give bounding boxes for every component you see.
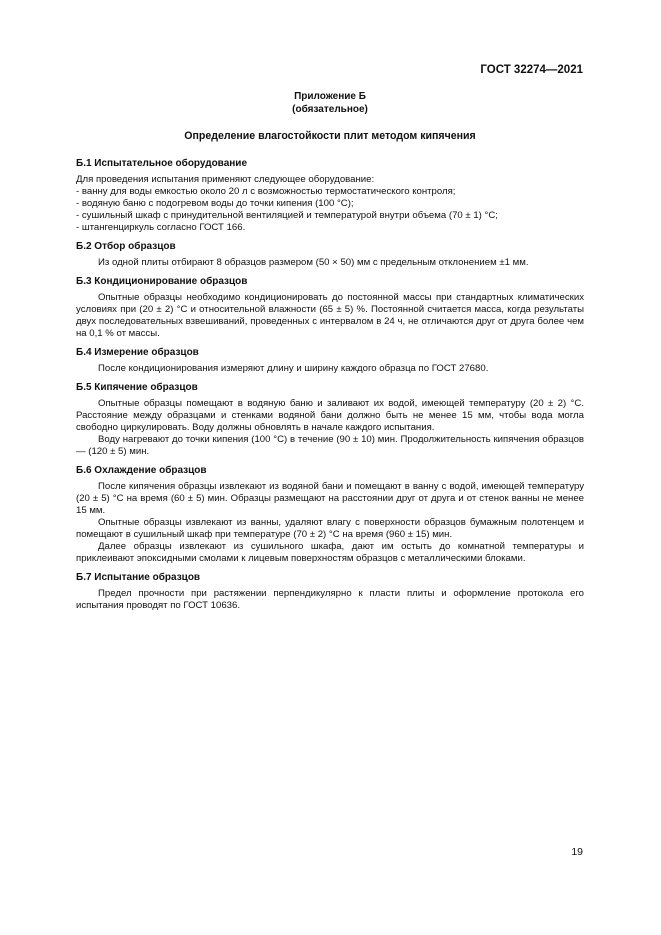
section-heading: Б.3 Кондиционирование образцов <box>76 276 248 287</box>
paragraph: Воду нагревают до точки кипения (100 °С) в течение (90 ± 10) мин. Продолжительность кипячения образцов — (120 ± 5) мин. <box>76 434 584 457</box>
paragraph: Далее образцы извлекают из сушильного шкафа, дают им остыть до комнатной температуры и приклеивают эпоксидными смолами к лицевым поверхностям образцов с металлическими блоками. <box>76 541 584 564</box>
paragraph: Опытные образцы извлекают из ванны, удаляют влагу с поверхности образцов бумажным полотенцем и помещают в сушильный шкаф при температуре (70 ± 2) °С на время (960 ± 15) мин. <box>76 517 584 540</box>
paragraph: Опытные образцы необходимо кондиционировать до постоянной массы при стандартных климатических условиях при (20 ± 2) °С и относительной влажности (65 ± 5) %. Постоянной считается масса, когда результаты двух последовательных взвешиваний, проведенных с интервалом в 24 ч, не отличаются друг от друга более чем на 0,1 % от массы. <box>76 292 584 339</box>
section-sampling <box>76 241 584 269</box>
section-heading: Б.1 Испытательное оборудование <box>76 158 248 169</box>
list-item: - водяную баню с подогревом воды до точки кипения (100 °С); <box>76 198 584 210</box>
section-heading: Б.7 Испытание образцов <box>76 572 201 583</box>
equipment-list <box>76 186 584 234</box>
paragraph: Опытные образцы помещают в водяную баню и заливают их водой, имеющей температуру (20 ± 2) °С. Расстояние между образцами и стенками водяной бани должно быть не менее 15 мм, чтобы вода могла свободно циркулировать. Воду должны обновлять в начале каждого испытания. <box>76 398 584 433</box>
list-item: - сушильный шкаф с принудительной вентиляцией и температурой внутри объема (70 ± 1) °С; <box>76 210 584 222</box>
section-heading: Б.2 Отбор образцов <box>76 241 176 252</box>
annex-heading: Определение влагостойкости плит методом кипячения <box>184 130 476 142</box>
annex-status: (обязательное) <box>292 103 368 115</box>
annex-content <box>76 91 584 619</box>
list-item: - ванну для воды емкостью около 20 л с возможностью термостатического контроля; <box>76 186 584 198</box>
section-conditioning <box>76 276 584 340</box>
page-number: 19 <box>571 846 583 858</box>
section-boiling <box>76 382 584 458</box>
list-item: - штангенциркуль согласно ГОСТ 166. <box>76 222 584 234</box>
standard-number: ГОСТ 32274—2021 <box>480 64 583 76</box>
section-cooling <box>76 465 584 565</box>
section-equipment <box>76 158 584 234</box>
section-testing <box>76 572 584 612</box>
paragraph: После кипячения образцы извлекают из водяной бани и помещают в ванну с водой, имеющей температуру (20 ± 5) °С на время (60 ± 5) мин. Образцы размещают на расстоянии друг от друга и от стенок ванны не менее 15 мм. <box>76 481 584 516</box>
section-heading: Б.4 Измерение образцов <box>76 347 199 358</box>
section-heading: Б.5 Кипячение образцов <box>76 382 198 393</box>
annex-title: Приложение Б <box>294 91 366 102</box>
paragraph: После кондиционирования измеряют длину и ширину каждого образца по ГОСТ 27680. <box>98 363 489 374</box>
paragraph: Предел прочности при растяжении перпендикулярно к пласти плиты и оформление протокола его испытания проводят по ГОСТ 10636. <box>76 588 584 611</box>
section-measurement <box>76 347 584 375</box>
section-heading: Б.6 Охлаждение образцов <box>76 465 207 476</box>
section-intro: Для проведения испытания применяют следующее оборудование: <box>76 174 375 185</box>
paragraph: Из одной плиты отбирают 8 образцов размером (50 × 50) мм с предельным отклонением ±1 мм. <box>98 257 529 268</box>
